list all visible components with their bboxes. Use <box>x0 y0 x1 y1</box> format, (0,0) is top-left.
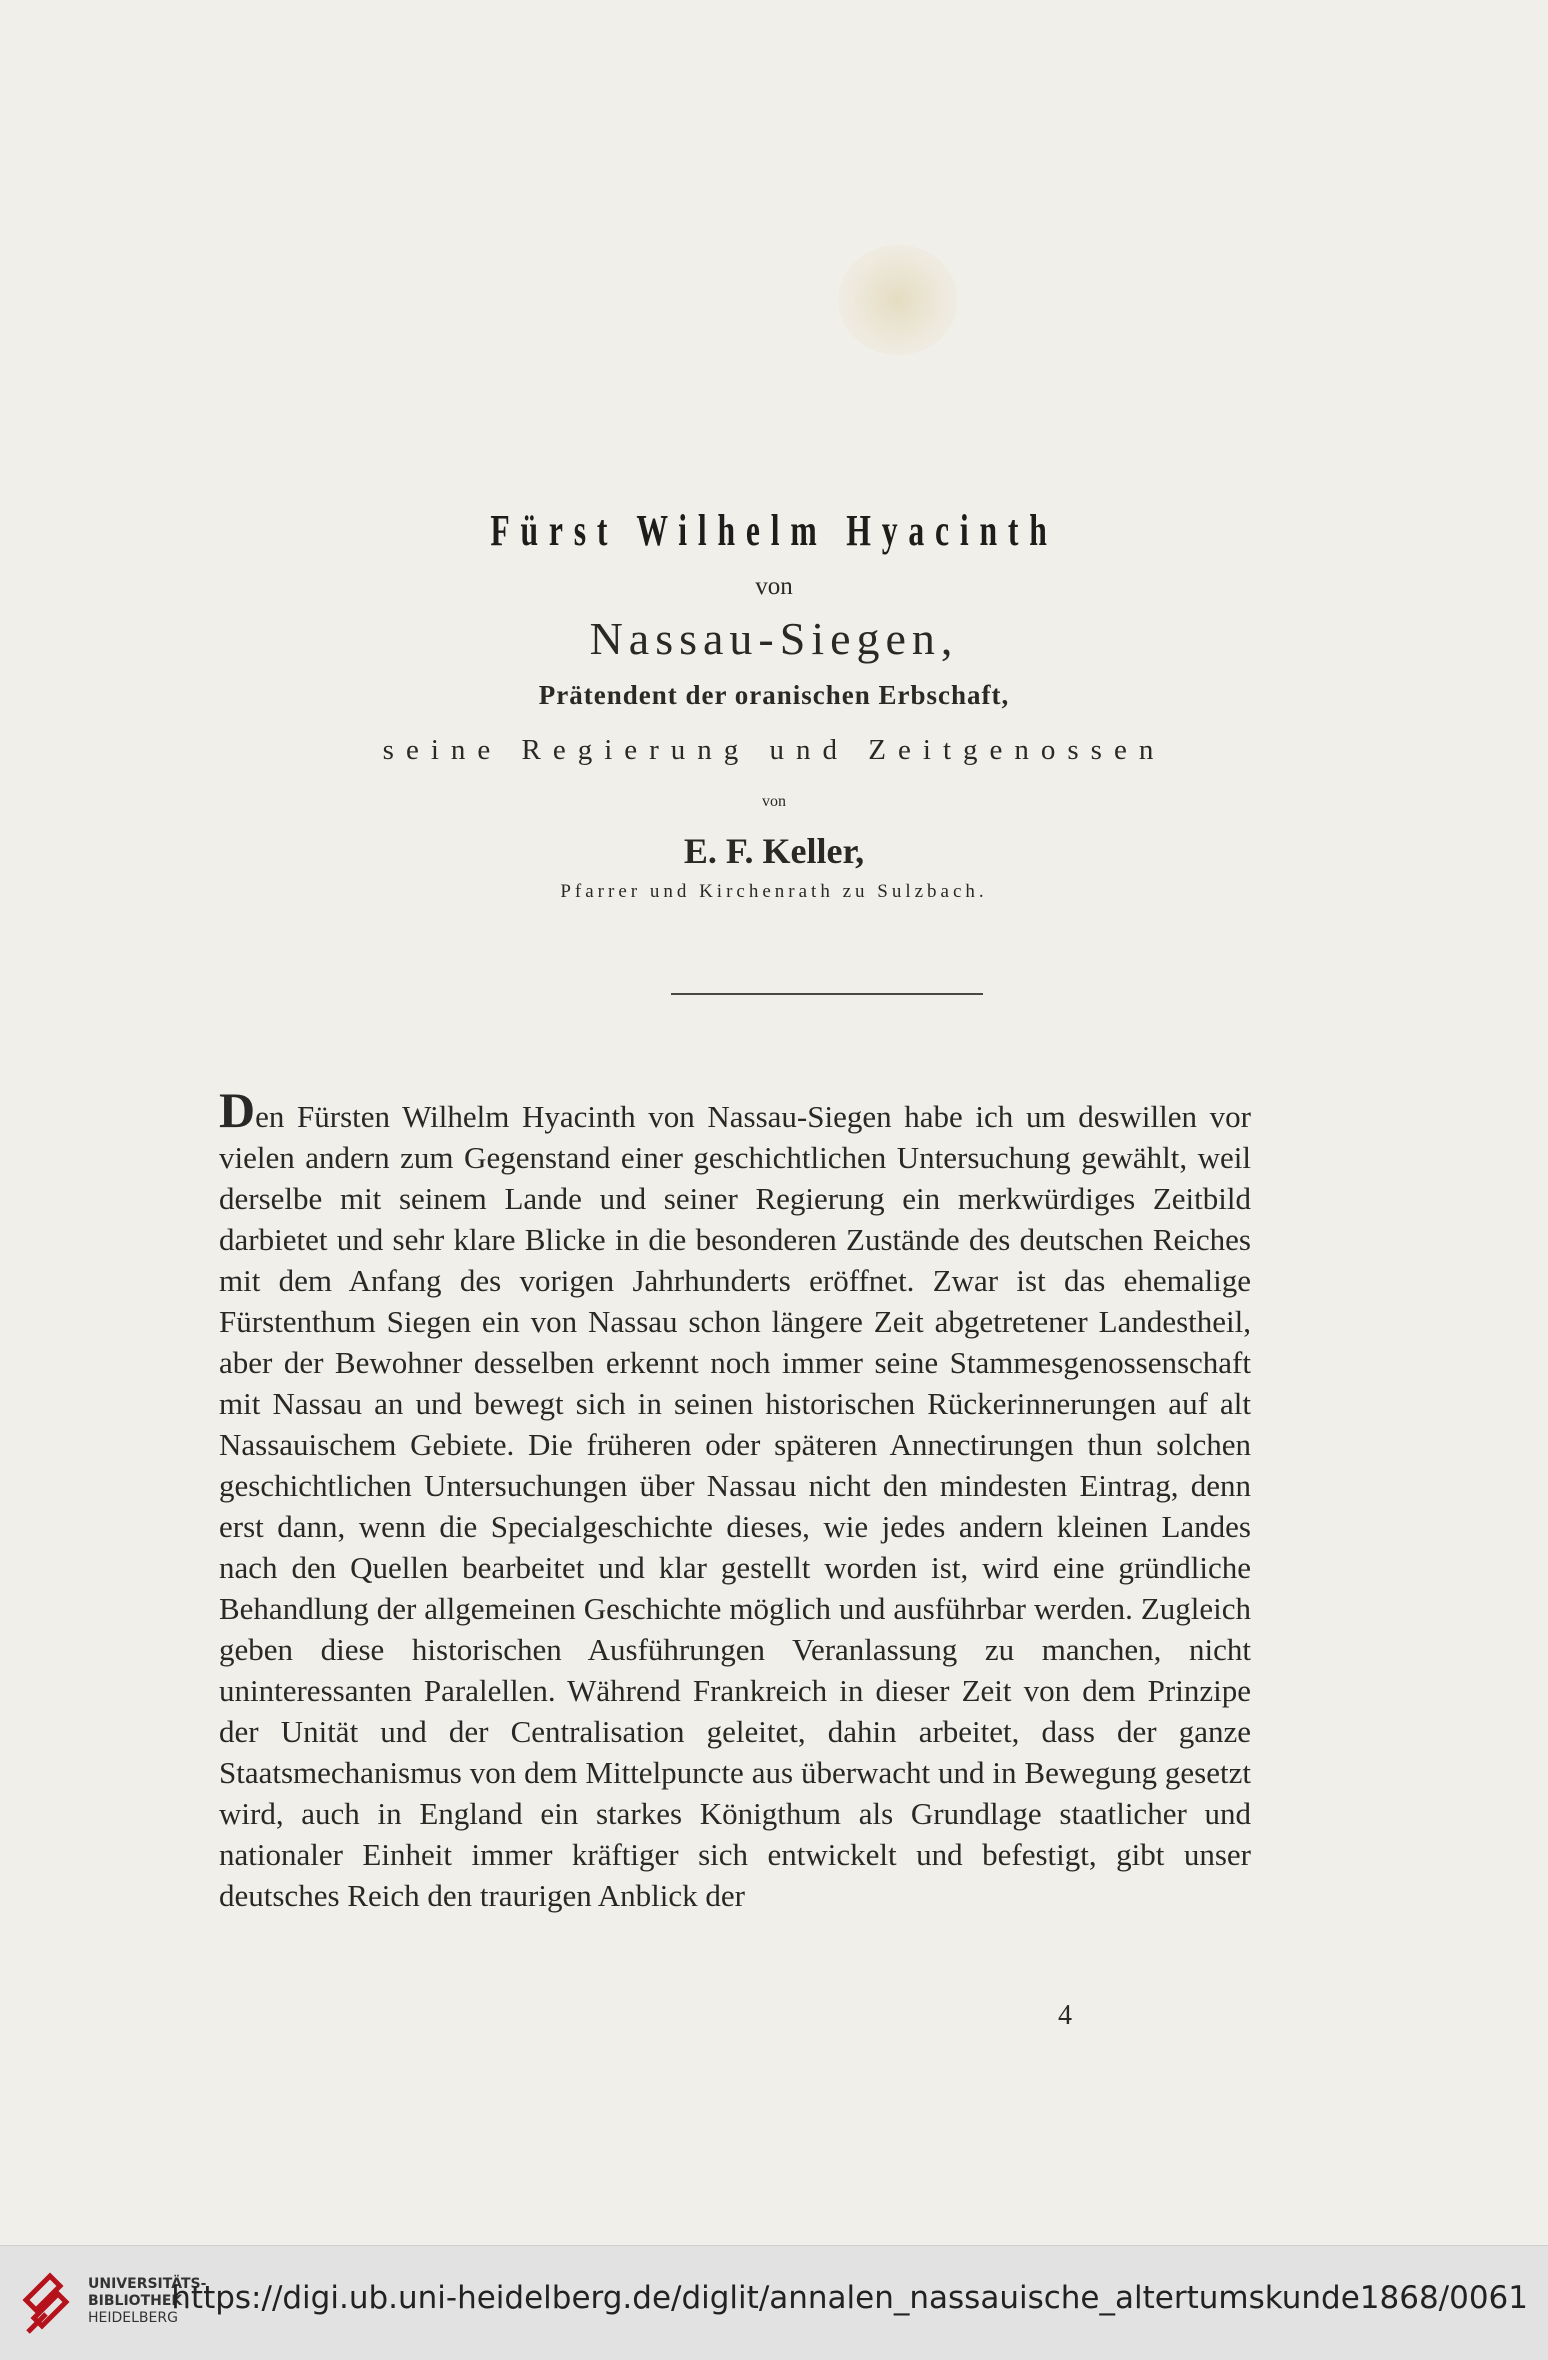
title-von: von <box>755 573 793 600</box>
body-text: en Fürsten Wilhelm Hyacinth von Nassau-Siegen habe ich um deswillen vor vielen andern zum Gegenstand einer geschichtlichen Untersuchung gewählt, weil derselbe mit seinem Lande und seiner Regierung ein merkwürdiges Zeitbild darbietet und sehr klare Blicke in die besonderen Zustände des deutschen Reiches mit dem Anfang des vorigen Jahrhunderts eröffnet. Zwar ist das ehemalige Fürstenthum Siegen ein von Nassau schon längere Zeit abgetretener Landestheil, aber der Bewohner desselben erkennt noch immer seine Stammesgenossenschaft mit Nassau an und bewegt sich in seinen historischen Rückerinnerungen auf alt Nassauischem Gebiete. Die früheren oder späteren Annectirungen thun solchen geschichtlichen Untersuchungen über Nassau nicht den mindesten Eintrag, denn erst dann, wenn die Specialgeschichte dieses, wie jedes andern kleinen Landes nach den Quellen bearbeitet und klar gestellt worden ist, wird eine gründliche Behandlung der allgemeinen Geschichte möglich und ausführbar werden. Zugleich geben diese historischen Ausführungen Veranlassung zu manchen, nicht uninteressanten Paralellen. Während Frankreich in dieser Zeit von dem Prinzipe der Unität und der Centralisation geleitet, dahin arbeitet, dass der ganze Staatsmechanismus von dem Mittelpuncte aus überwacht und in Bewegung gesetzt wird, auch in England ein starkes Königthum als Grundlage staatlicher und nationaler Einheit immer kräftiger sich entwickelt und befestigt, gibt unser deutsches Reich den traurigen Anblick der <box>219 1099 1251 1913</box>
article-subtitle-reign: seine Regierung und Zeitgenossen <box>382 734 1166 766</box>
library-name-line2: BIBLIOTHEK <box>88 2293 183 2309</box>
library-name-line1: UNIVERSITÄTS- <box>88 2276 207 2292</box>
article-subtitle: Prätendent der oranischen Erbschaft, <box>538 680 1010 710</box>
page-number: 4 <box>1058 2000 1072 2031</box>
article-title: Fürst Wilhelm Hyacinth <box>490 506 1058 555</box>
author-name: E. F. Keller, <box>683 831 865 871</box>
permalink-url[interactable]: https://digi.ub.uni-heidelberg.de/diglit/annalen_nassauische_altertumskunde1868/0061 <box>171 2280 1528 2316</box>
author-position: Pfarrer und Kirchenrath zu Sulzbach. <box>560 881 988 902</box>
body-paragraph <box>219 1082 1251 1916</box>
divider-rule <box>671 993 983 995</box>
title-place: Nassau-Siegen, <box>589 613 959 664</box>
library-name-line3: HEIDELBERG <box>88 2310 178 2326</box>
drop-cap: D <box>219 1082 256 1138</box>
footer-bar <box>0 2245 1548 2360</box>
paper-stain <box>838 245 958 355</box>
author-von: von <box>762 793 786 810</box>
